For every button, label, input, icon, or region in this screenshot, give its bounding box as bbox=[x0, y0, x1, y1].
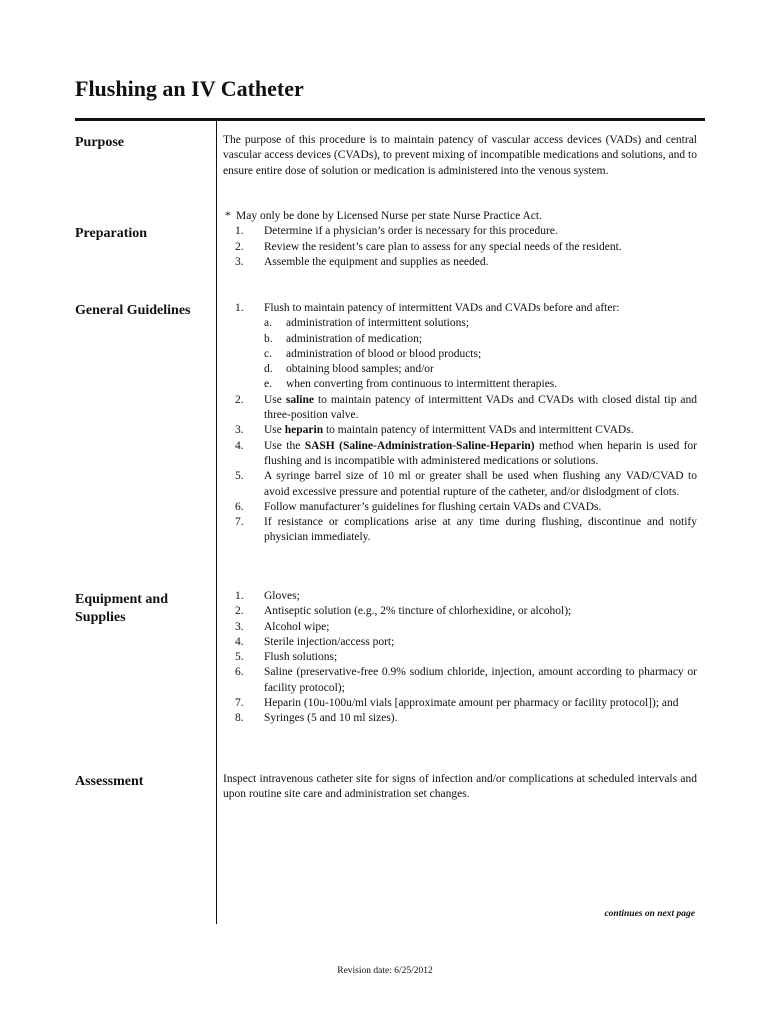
list-item: 4. Use the SASH (Saline-Administration-Saline-Heparin) method when heparin is used for flushing and is incompatible with administered medications or solutions. bbox=[235, 439, 697, 467]
list-item: 3. Use heparin to maintain patency of intermittent VADs and intermittent CVADs. bbox=[235, 424, 634, 437]
page-title: Flushing an IV Catheter bbox=[75, 76, 304, 101]
section-label-assessment: Assessment bbox=[75, 774, 144, 789]
list-item: 7. Heparin (10u-100u/ml vials [approximate amount per pharmacy or facility protocol]); and bbox=[235, 697, 679, 710]
list-item: 1. Gloves; bbox=[235, 590, 300, 602]
section-guidelines bbox=[223, 301, 697, 546]
sub-list-item: e. when converting from continuous to intermittent therapies. bbox=[264, 378, 558, 391]
assessment-text: Inspect intravenous catheter site for signs of infection and/or complications at scheduled intervals and upon routine site care and administration set changes. bbox=[223, 773, 697, 801]
section-label-preparation: Preparation bbox=[75, 226, 148, 241]
section-purpose bbox=[223, 133, 697, 179]
guidelines-list bbox=[223, 301, 697, 546]
title-rule bbox=[75, 118, 705, 121]
list-item: 2. Review the resident’s care plan to assess for any special needs of the resident. bbox=[235, 240, 622, 253]
section-equipment bbox=[223, 589, 697, 727]
note-marker: * bbox=[225, 210, 231, 222]
list-item: 4. Sterile injection/access port; bbox=[235, 635, 395, 648]
sub-list-item: b. administration of medication; bbox=[264, 332, 423, 345]
list-item: 2. Use saline to maintain patency of intermittent VADs and CVADs with closed distal tip and three-position valve. bbox=[235, 393, 698, 422]
list-item: 5. A syringe barrel size of 10 ml or greater shall be used when flushing any VAD/CVAD to avoid excessive pressure and potential rupture of the catheter, and/or dislodgment of clots. bbox=[235, 470, 697, 498]
note-text: May only be done by Licensed Nurse per state Nurse Practice Act. bbox=[236, 210, 542, 222]
list-item: 5. Flush solutions; bbox=[235, 651, 338, 664]
column-divider bbox=[216, 121, 217, 924]
section-assessment bbox=[223, 772, 697, 803]
section-label-purpose: Purpose bbox=[75, 135, 124, 150]
list-item: 1. Determine if a physician’s order is necessary for this procedure. bbox=[235, 225, 558, 238]
list-item: 8. Syringes (5 and 10 ml sizes). bbox=[235, 712, 398, 725]
list-item: 6. Saline (preservative-free 0.9% sodium chloride, injection, amount according to pharmacy or facility protocol); bbox=[235, 666, 697, 694]
equipment-list bbox=[223, 589, 697, 727]
list-item: 1. Flush to maintain patency of intermittent VADs and CVADs before and after: a. administration of intermittent solutions; b. administration of medication; c. administration of blood or blood products; d. obtaining blood samples; and/or e. when converting from continuous to intermittent therapies. bbox=[223, 301, 697, 393]
list-item: 3. Assemble the equipment and supplies as needed. bbox=[235, 255, 489, 268]
preparation-list bbox=[223, 224, 697, 270]
section-label-equipment: Equipment and Supplies bbox=[75, 592, 168, 625]
revision-date: Revision date: 6/25/2012 bbox=[337, 966, 433, 976]
sub-list-item: d. obtaining blood samples; and/or bbox=[264, 363, 434, 376]
list-item: 6. Follow manufacturer’s guidelines for flushing certain VADs and CVADs. bbox=[235, 500, 602, 513]
list-item: 2. Antiseptic solution (e.g., 2% tincture of chlorhexidine, or alcohol); bbox=[235, 605, 572, 618]
list-item: 7. If resistance or complications arise at any time during flushing, discontinue and notify physician immediately. bbox=[235, 516, 697, 544]
section-preparation bbox=[223, 209, 697, 270]
list-item: 3. Alcohol wipe; bbox=[235, 620, 330, 633]
sub-list-item: c. administration of blood or blood products; bbox=[264, 347, 482, 360]
sub-list-item: a. administration of intermittent solutions; bbox=[264, 317, 470, 330]
guidelines-sublist bbox=[264, 316, 697, 392]
preparation-note bbox=[223, 209, 697, 224]
section-label-guidelines: General Guidelines bbox=[75, 303, 191, 318]
continues-note: continues on next page bbox=[604, 909, 695, 919]
purpose-text: The purpose of this procedure is to maintain patency of vascular access devices (VADs) and central vascular access devices (CVADs), to prevent mixing of incompatible medications and solutions, and to ensure entire dose of solution or medication is administered into the venous system. bbox=[223, 134, 697, 177]
